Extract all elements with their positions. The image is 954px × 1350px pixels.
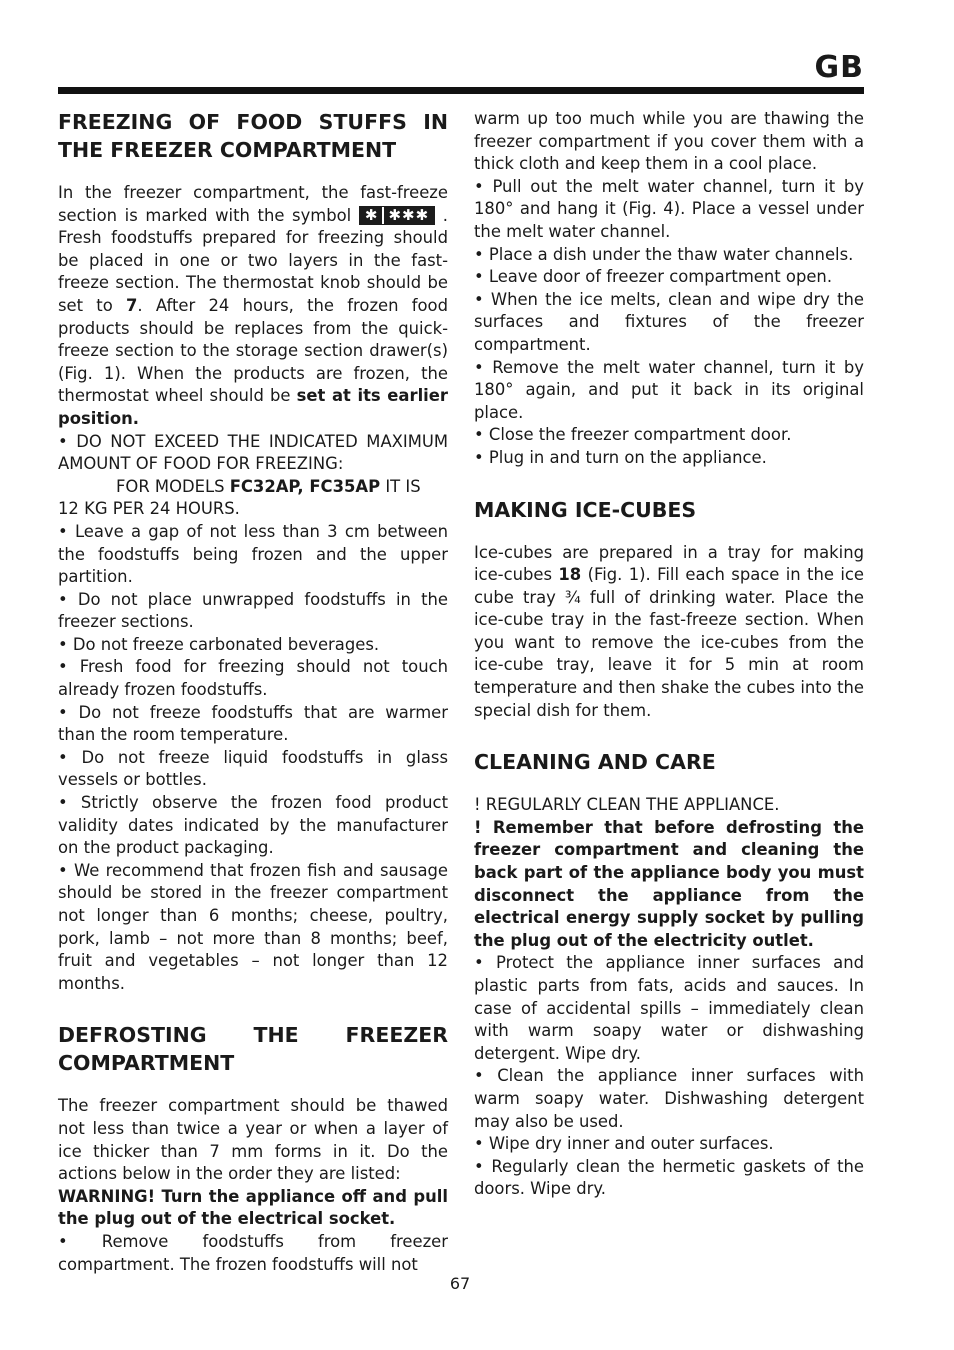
header-rule (58, 87, 864, 94)
exceed-warning: • DO NOT EXCEED THE INDICATED MAXIMUM AMOUNT OF FOOD FOR FREEZING: (58, 431, 448, 474)
defrost-warning: WARNING! Turn the appliance off and pull the plug out of the electrical socket. (58, 1186, 448, 1229)
models-line: FOR MODELS FC32AP, FC35AP IT IS (116, 476, 421, 496)
list-item: • Protect the appliance inner surfaces and plastic parts from fats, acids and sauces. In case of accidental spills – immediately clean with warm soapy water or dishwashing detergent. Wipe dry. (474, 953, 864, 1063)
freezing-intro: In the freezer compartment, the fast-freeze section is marked with the symbol ✱ ✱✱✱ . Fresh foodstuffs prepared for freezing should be placed in one or two layers in the fast-freeze section. The thermostat knob should be set to 7. After 24 hours, the frozen food products should be replaces from the quick-freeze section to the storage section drawer(s) (Fig. 1). When the products are frozen, the thermostat wheel should be set at its earlier position. (58, 183, 449, 428)
models-line-cont: 12 KG PER 24 HOURS. (58, 499, 240, 519)
list-item: • Do not freeze foodstuffs that are warmer than the room temperature. (58, 702, 448, 745)
ice-cubes-heading: MAKING ICE-CUBES (474, 497, 697, 522)
page-number: 67 (449, 1274, 471, 1293)
list-item: • Wipe dry inner and outer surfaces. (474, 1134, 774, 1154)
cleaning-notice: ! REGULARLY CLEAN THE APPLIANCE. (474, 795, 780, 815)
fast-freeze-symbol-icon: ✱ ✱✱✱ (359, 206, 435, 225)
list-item: • Regularly clean the hermetic gaskets of the doors. Wipe dry. (474, 1156, 864, 1199)
list-item: • Close the freezer compartment door. (474, 425, 792, 445)
language-code: GB (814, 50, 864, 85)
list-item: • Remove foodstuffs from freezer compartment. The frozen foodstuffs will not (58, 1231, 448, 1274)
list-item: • Clean the appliance inner surfaces with warm soapy water. Dishwashing detergent may also be used. (474, 1066, 864, 1131)
list-item: • Plug in and turn on the appliance. (474, 447, 767, 467)
list-item: • Remove the melt water channel, turn it by 180° again, and put it back in its original place. (474, 357, 864, 422)
list-item: • Do not freeze carbonated beverages. (58, 634, 380, 654)
cleaning-heading: CLEANING AND CARE (474, 750, 716, 775)
list-item: • When the ice melts, clean and wipe dry the surfaces and fixtures of the freezer compartment. (474, 289, 864, 354)
list-item: • Strictly observe the frozen food product validity dates indicated by the manufacturer on the product packaging. (58, 793, 448, 858)
list-item: • Do not freeze liquid foodstuffs in glass vessels or bottles. (58, 747, 448, 790)
freezing-heading: FREEZING OF FOOD STUFFS IN THE FREEZER COMPARTMENT (58, 110, 448, 162)
defrost-continued: warm up too much while you are thawing the freezer compartment if you cover them with a thick cloth and keep them in a cool place. (474, 109, 864, 174)
left-column (58, 108, 448, 1276)
defrost-intro: The freezer compartment should be thawed not less than twice a year or when a layer of ice thicker than 7 mm forms in it. Do the actions below in the order they are listed: (58, 1096, 448, 1184)
list-item: • Leave a gap of not less than 3 cm between the foodstuffs being frozen and the upper partition. (58, 521, 448, 587)
list-item: • Place a dish under the thaw water channels. (474, 244, 854, 264)
right-column (474, 108, 864, 1201)
ice-cubes-text: Ice-cubes are prepared in a tray for making ice-cubes 18 (Fig. 1). Fill each space in the ice cube tray ¾ full of drinking water. Place the ice-cube tray in the fast-freeze section. When you want to remove the ice-cubes from the ice-cube tray, leave it for 5 min at room temperature and then shake the cubes into the special dish for them. (474, 542, 864, 720)
cleaning-warning: ! Remember that before defrosting the freezer compartment and cleaning the back part of the appliance body you must disconnect the appliance from the electrical energy supply socket by pulling the plug out of the electricity outlet. (474, 817, 864, 950)
list-item: • Fresh food for freezing should not touch already frozen foodstuffs. (58, 657, 448, 700)
list-item: • Pull out the melt water channel, turn it by 180° and hang it (Fig. 4). Place a vessel under the melt water channel. (474, 176, 864, 241)
defrost-heading: DEFROSTING THE FREEZER COMPARTMENT (58, 1023, 448, 1076)
list-item: • Do not place unwrapped foodstuffs in the freezer sections. (58, 589, 448, 632)
list-item: • Leave door of freezer compartment open. (474, 267, 833, 287)
list-item: • We recommend that frozen fish and sausage should be stored in the freezer compartment not longer than 6 months; cheese, poultry, pork, lamb – not more than 8 months; beef, fruit and vegetables – not longer than 12 months. (58, 860, 448, 993)
